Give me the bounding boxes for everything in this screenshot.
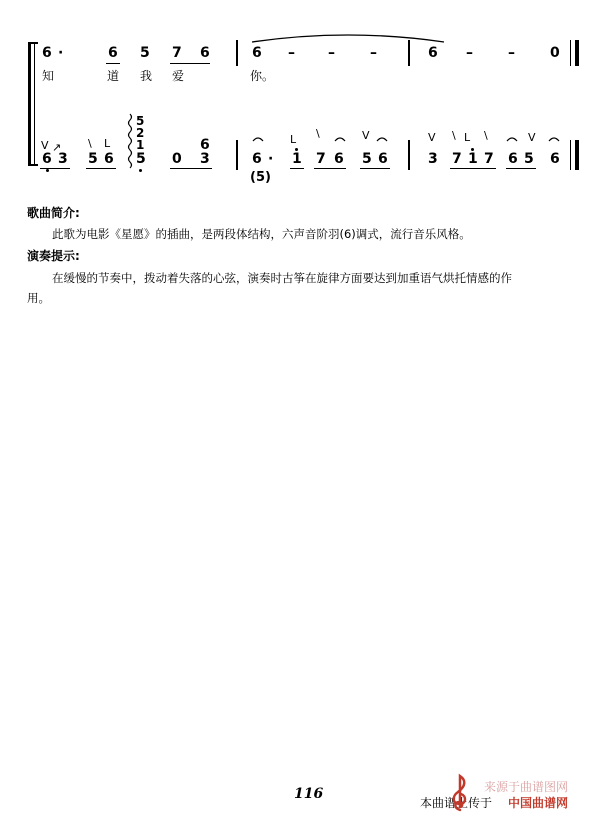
note: 5 xyxy=(362,151,372,167)
note: 5 xyxy=(88,151,98,167)
note-dot: · xyxy=(58,45,64,61)
high-octave-dot xyxy=(295,148,298,151)
system-bracket-thin xyxy=(34,42,35,166)
ornament-mark: V xyxy=(428,131,436,144)
ornament-mark: V xyxy=(362,129,370,142)
note: 6 xyxy=(252,151,262,167)
note: 6 xyxy=(252,45,262,61)
note: 6 xyxy=(42,45,52,61)
system-bracket-top xyxy=(28,42,38,44)
note: 5 xyxy=(140,45,150,61)
ornament-mark: \ xyxy=(452,129,456,142)
underline xyxy=(86,168,116,169)
barline xyxy=(408,140,410,170)
dash: – xyxy=(370,45,377,61)
note: 6 xyxy=(42,151,52,167)
arc-mark-icon xyxy=(548,136,560,142)
note: 3 xyxy=(200,151,210,167)
arc-mark-icon xyxy=(506,136,518,142)
intro-heading: 歌曲简介: xyxy=(27,206,80,220)
high-octave-dot xyxy=(471,148,474,151)
tie-arc xyxy=(248,30,448,44)
tips-heading: 演奏提示: xyxy=(27,249,80,263)
low-octave-dot xyxy=(139,169,142,172)
note: 6 xyxy=(200,137,210,153)
underline xyxy=(314,168,346,169)
system-bracket-bottom xyxy=(28,164,38,166)
note: 3 xyxy=(428,151,438,167)
tips-text-line2: 用。 xyxy=(27,291,50,305)
note: 6 xyxy=(334,151,344,167)
chord-note: 2 xyxy=(136,126,145,140)
note-dot: · xyxy=(268,151,274,167)
lyric: 我 xyxy=(140,69,153,83)
note: 6 xyxy=(104,151,114,167)
note: 6 xyxy=(108,45,118,61)
underline xyxy=(290,168,304,169)
chord-note: 1 xyxy=(136,138,145,152)
final-barline-thin xyxy=(570,40,571,66)
ornament-mark: \ xyxy=(88,137,92,150)
note: 7 xyxy=(172,45,182,61)
intro-text: 此歌为电影《星愿》的插曲，是两段体结构，六声音阶羽(6)调式，流行音乐风格。 xyxy=(52,227,471,241)
lyric: 爱 xyxy=(172,69,185,83)
arc-mark-icon xyxy=(252,136,264,142)
ornament-mark: V xyxy=(528,131,536,144)
note: 6 xyxy=(550,151,560,167)
system-bracket xyxy=(28,42,31,166)
note: 6 xyxy=(200,45,210,61)
lyric: 道 xyxy=(107,69,120,83)
ornament-mark: L xyxy=(104,137,111,150)
note: 3 xyxy=(58,151,68,167)
dash: – xyxy=(288,45,295,61)
barline xyxy=(408,40,410,66)
arpeggio-wave-icon xyxy=(126,112,134,170)
tips-text-line1: 在缓慢的节奏中，拨动着失落的心弦，演奏时古筝在旋律方面要达到加重语气烘托情感的作 xyxy=(52,271,512,285)
note: 7 xyxy=(484,151,494,167)
string-number: (5) xyxy=(250,170,271,185)
dash: – xyxy=(508,45,515,61)
note: 1 xyxy=(468,151,478,167)
chord-note: 5 xyxy=(136,151,146,167)
underline xyxy=(170,168,212,169)
low-octave-dot xyxy=(46,169,49,172)
underline xyxy=(360,168,390,169)
ornament-mark: L xyxy=(464,131,471,144)
chord-note: 5 xyxy=(136,114,145,128)
note: 7 xyxy=(452,151,462,167)
site-logo-text: 中国曲谱网 xyxy=(508,796,569,810)
source-note: 本曲谱上传于 xyxy=(420,796,493,810)
underline xyxy=(170,63,210,64)
note: 0 xyxy=(550,45,560,61)
underline xyxy=(106,63,120,64)
underline xyxy=(506,168,536,169)
note: 6 xyxy=(508,151,518,167)
dash: – xyxy=(328,45,335,61)
arc-mark-icon xyxy=(334,136,346,142)
arc-mark-icon xyxy=(376,136,388,142)
note: 5 xyxy=(524,151,534,167)
note: 1 xyxy=(292,151,302,167)
note: 6 xyxy=(378,151,388,167)
ornament-mark: \ xyxy=(484,129,488,142)
watermark-text: 来源于曲谱图网 xyxy=(484,780,569,794)
lyric: 你。 xyxy=(250,69,275,83)
dash: – xyxy=(466,45,473,61)
rest: 0 xyxy=(172,151,182,167)
underline xyxy=(40,168,70,169)
underline xyxy=(450,168,496,169)
final-barline-thick xyxy=(575,40,579,66)
barline xyxy=(236,140,238,170)
final-barline-thick xyxy=(575,140,579,170)
ornament-mark: ↗ xyxy=(52,141,62,154)
note: 7 xyxy=(316,151,326,167)
barline xyxy=(236,40,238,66)
ornament-mark: V xyxy=(41,139,49,152)
note: 6 xyxy=(428,45,438,61)
treble-clef-logo-icon xyxy=(448,772,470,812)
ornament-mark: L xyxy=(290,133,297,146)
final-barline-thin xyxy=(570,140,571,170)
lyric: 知 xyxy=(42,69,55,83)
ornament-mark: \ xyxy=(316,127,320,140)
page-number: 116 xyxy=(294,786,324,802)
